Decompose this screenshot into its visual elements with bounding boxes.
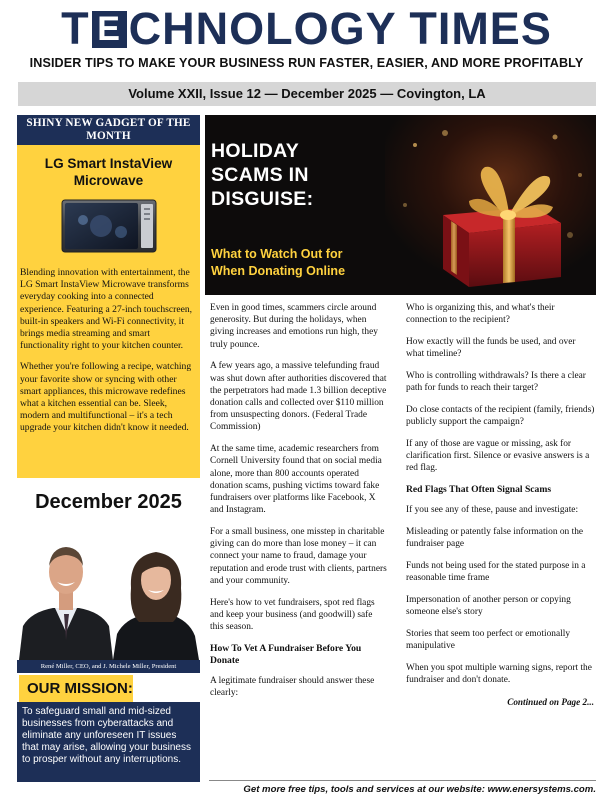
red-flag-item: Misleading or patently false information on the fundraiser page: [406, 527, 584, 550]
gadget-box: [17, 115, 200, 478]
article-paragraph: At the same time, academic researchers from Cornell University found that on social media alone, more than 800 accounts operated donation scams, pushing victims toward fake fundraisers over platforms like Facebook, X and Instagram.: [210, 444, 382, 516]
gadget-paragraph: Whether you're following a recipe, watching your favorite show or syncing with other smart appliances, this microwave redefines what a kitchen essential can be. Sleek, modern and multifunctional – it's a tech upgrade your kitchen didn't know it needed.: [20, 361, 192, 434]
section-heading-red-flags: Red Flags That Often Signal Scams: [406, 484, 552, 496]
article-title: [211, 139, 313, 211]
subtitle-line: What to Watch Out for: [211, 247, 343, 261]
article-paragraph: Even in good times, scammers circle around generosity. But during the holidays, when giving increases and emotions run high, they truly pounce.: [210, 303, 378, 350]
mission-heading: OUR MISSION:: [19, 675, 133, 702]
article-paragraph: For a small business, one misstep in charitable giving can do more than lose money – it can connect your name to fraud, damage your reputation and erode trust with clients, partners and your community.: [210, 527, 387, 586]
red-flag-item: Funds not being used for the stated purpose in a reasonable time frame: [406, 561, 586, 584]
title-part-left: T: [61, 3, 90, 54]
gift-box-image: [385, 115, 596, 295]
article-paragraph: If you see any of these, pause and investigate:: [406, 505, 579, 516]
newsletter-title: [61, 3, 552, 54]
article-column-1: [210, 302, 388, 709]
article-paragraph: Here's how to vet fundraisers, spot red flags and keep your business (and goodwill) safe this season.: [210, 597, 375, 633]
vet-question: How exactly will the funds be used, and over what timeline?: [406, 337, 576, 360]
article-paragraph: A legitimate fundraiser should answer these clearly:: [210, 675, 375, 699]
title-part-right: CHNOLOGY TIMES: [128, 3, 552, 54]
vet-question: Do close contacts of the recipient (family, friends) publicly support the campaign?: [406, 405, 595, 428]
footer-divider: [209, 780, 596, 781]
microwave-image: [61, 198, 157, 254]
footer-text[interactable]: Get more free tips, tools and services at our website: www.enersystems.com.: [243, 784, 596, 795]
red-flag-item: When you spot multiple warning signs, report the fundraiser and don't donate.: [406, 663, 592, 686]
subtitle-line: When Donating Online: [211, 264, 346, 278]
red-flag-item: Impersonation of another person or copying someone else's story: [406, 595, 571, 618]
section-heading-vet: How To Vet A Fundraiser Before You Donate: [210, 642, 362, 666]
article-paragraph: A few years ago, a massive telefunding fraud was shut down after authorities discovered that the perpetrators had made 1.3 billion deceptive donation calls and collected over $110 million from unsuspecting donors. (Federal Trade Commission): [210, 361, 387, 433]
continued-link[interactable]: Continued on Page 2...: [507, 697, 594, 707]
title-line: DISGUISE:: [211, 188, 314, 210]
vet-question: Who is organizing this, and what's their connection to the recipient?: [406, 303, 555, 326]
vet-question: Who is controlling withdrawals? Is there a clear path for funds to reach their target?: [406, 371, 586, 394]
hero-banner: [205, 115, 596, 295]
article-column-2: [406, 302, 596, 708]
title-line: SCAMS IN: [211, 164, 309, 186]
sidebar: [17, 115, 200, 775]
mission-text: To safeguard small and mid-sized businesses from cyberattacks and eliminate any unforeseen IT issues that may arise, allowing your business to prosper without any interruptions.: [17, 702, 200, 782]
volume-bar: Volume XXII, Issue 12 — December 2025 — Covington, LA: [18, 82, 596, 106]
photo-caption: René Miller, CEO, and J. Michele Miller, President: [17, 660, 200, 673]
month-heading: December 2025: [35, 491, 182, 513]
red-flag-item: Stories that seem too perfect or emotionally manipulative: [406, 629, 571, 652]
vet-question: If any of those are vague or missing, ask for clarification first. Silence or evasive answers is a red flag.: [406, 439, 590, 474]
gadget-header: SHINY NEW GADGET OF THE MONTH: [17, 115, 200, 145]
owners-photo: [17, 528, 200, 660]
title-logo-e-block: E: [92, 11, 127, 48]
gadget-product-name: LG Smart InstaView Microwave: [44, 156, 173, 188]
article-subtitle: [211, 246, 345, 280]
gadget-description: [17, 267, 200, 435]
title-line: HOLIDAY: [211, 140, 300, 162]
masthead: [0, 3, 613, 70]
tagline: INSIDER TIPS TO MAKE YOUR BUSINESS RUN FASTER, EASIER, AND MORE PROFITABLY: [29, 56, 584, 70]
gadget-paragraph: Blending innovation with entertainment, the LG Smart InstaView Microwave transforms everyday cooking into a connected experience. Featuring a 27-inch touchscreen, built-in speakers and Wi-Fi connectivity, it brings media streaming and smart functionality right to your kitchen counter.: [20, 267, 193, 352]
